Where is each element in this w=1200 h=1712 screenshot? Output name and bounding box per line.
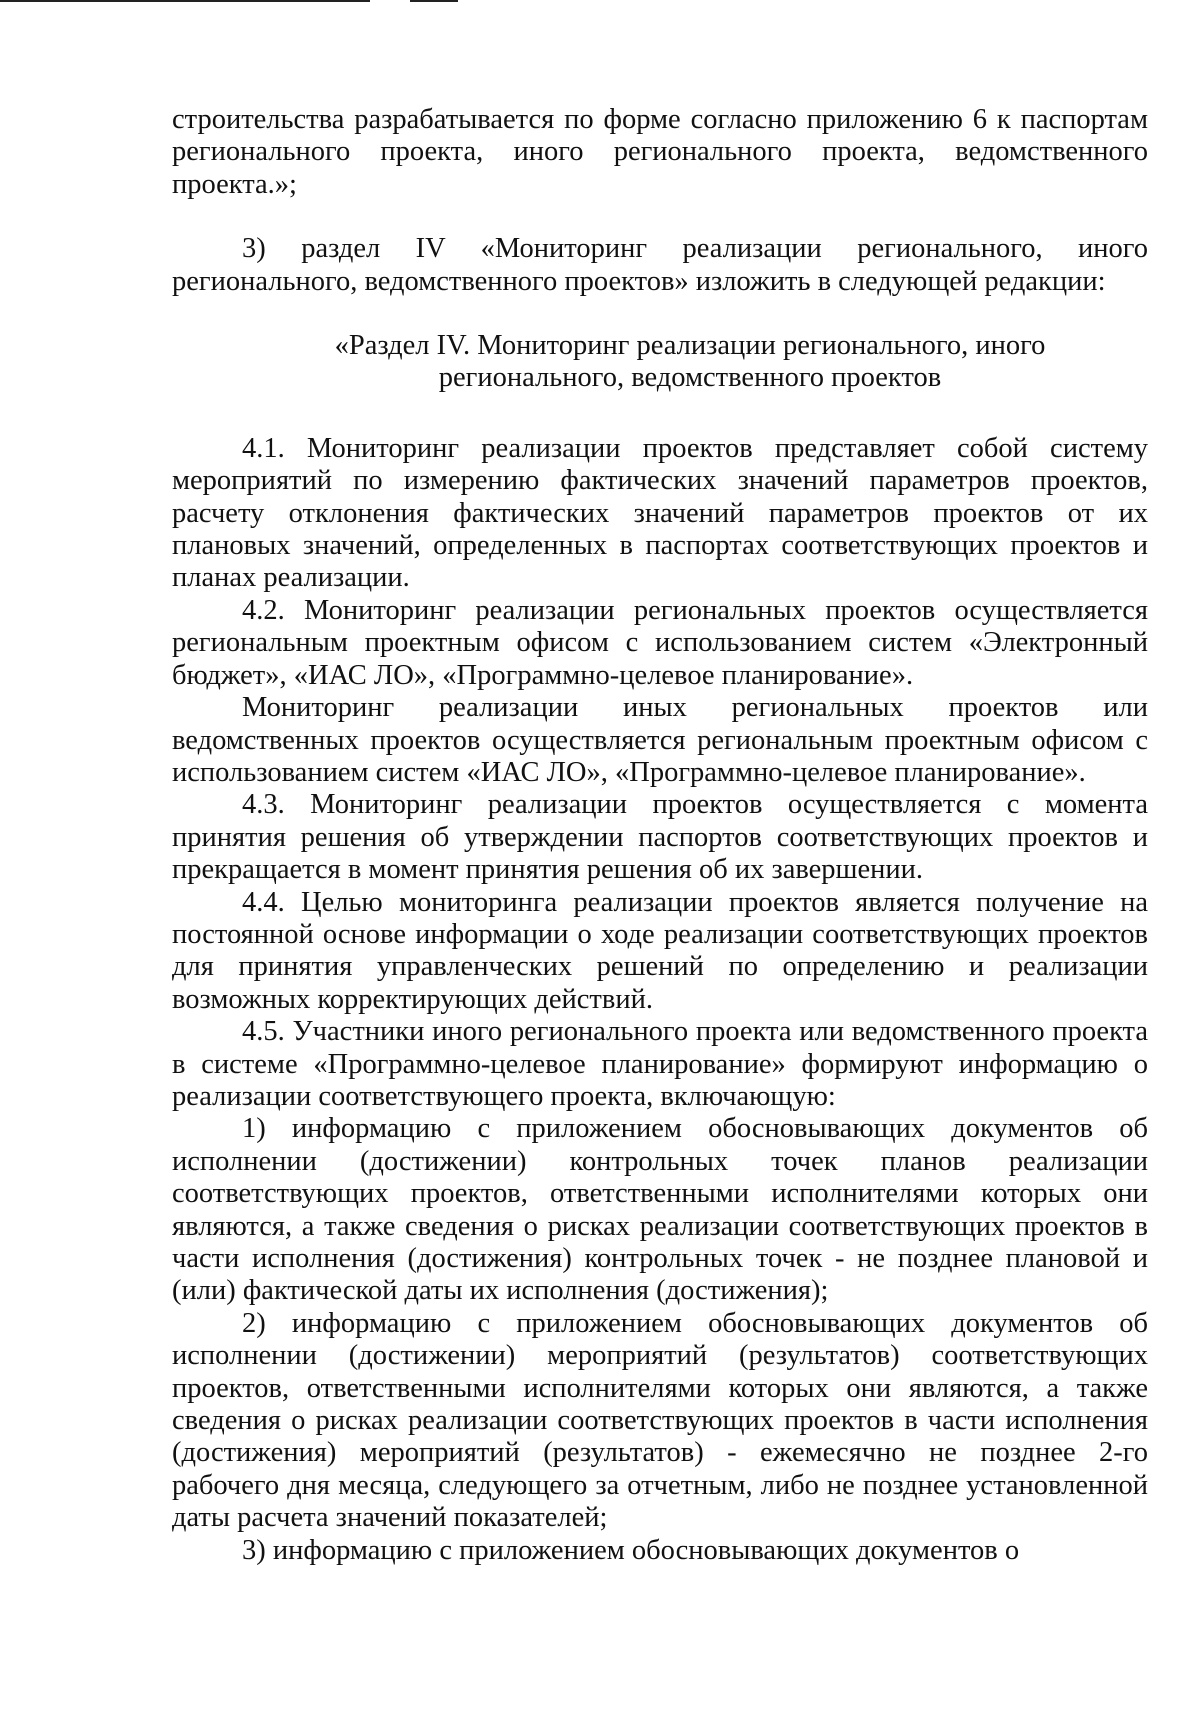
clause-4-5-item-3: 3) информацию с приложением обосновывающих документов о xyxy=(242,1534,1020,1566)
clause-4-5-item-1: 1) информацию с приложением обосновывающих документов об исполнении (достижении) контрольных точек планов реализации соответствующих проектов, ответственными исполнителями которых они являются, а также сведения о рисках реализации соответствующих проектов в части исполнения (достижения) контрольных точек - не позднее плановой и (или) фактической даты их исполнения (достижения); xyxy=(172,1113,1148,1307)
clause-4-5-item-2: 2) информацию с приложением обосновывающих документов об исполнении (достижении) мероприятий (результатов) соответствующих проектов, ответственными исполнителями которых они являются, а также сведения о рисках реализации соответствующих проектов в части исполнения (достижения) мероприятий (результатов) - ежемесячно не позднее 2-го рабочего дня месяца, следующего за отчетным, либо не позднее установленной даты расчета значений показателей; xyxy=(172,1307,1148,1534)
scan-edge-line xyxy=(0,0,370,2)
amendment-item-3: 3) раздел IV «Мониторинг реализации регионального, иного регионального, ведомственного проектов» изложить в следующей редакции: xyxy=(172,233,1148,297)
clause-4-4: 4.4. Целью мониторинга реализации проектов является получение на постоянной основе информации о ходе реализации соответствующих проектов для принятия управленческих решений по определению и реализации возможных корректирующих действий. xyxy=(172,886,1148,1015)
clause-4-2: 4.2. Мониторинг реализации региональных проектов осуществляется региональным проектным офисом с использованием систем «Электронный бюджет», «ИАС ЛО», «Программно-целевое планирование». xyxy=(172,594,1148,691)
section-heading-line-2: регионального, ведомственного проектов xyxy=(438,362,942,394)
continuation-paragraph: строительства разрабатывается по форме согласно приложению 6 к паспортам регионального проекта, иного регионального проекта, ведомственного проекта.»; xyxy=(172,104,1148,200)
clause-4-5: 4.5. Участники иного регионального проекта или ведомственного проекта в системе «Программно-целевое планирование» формируют информацию о реализации соответствующего проекта, включающую: xyxy=(172,1016,1148,1112)
scan-edge-line xyxy=(410,0,458,2)
clause-4-1: 4.1. Мониторинг реализации проектов представляет собой систему мероприятий по измерению фактических значений параметров проектов, расчету отклонения фактических значений параметров проектов от их плановых значений, определенных в паспортах соответствующих проектов и планах реализации. xyxy=(172,432,1148,594)
document-body xyxy=(172,104,1148,1567)
clause-4-3: 4.3. Мониторинг реализации проектов осуществляется с момента принятия решения об утверждении паспортов соответствующих проектов и прекращается в момент принятия решения об их завершении. xyxy=(172,789,1148,886)
section-heading-line-1: «Раздел IV. Мониторинг реализации регионального, иного xyxy=(334,330,1046,362)
clause-4-2-continued: Мониторинг реализации иных региональных проектов или ведомственных проектов осуществляется региональным проектным офисом с использованием систем «ИАС ЛО», «Программно-целевое планирование». xyxy=(172,692,1148,788)
section-heading xyxy=(172,330,1148,395)
